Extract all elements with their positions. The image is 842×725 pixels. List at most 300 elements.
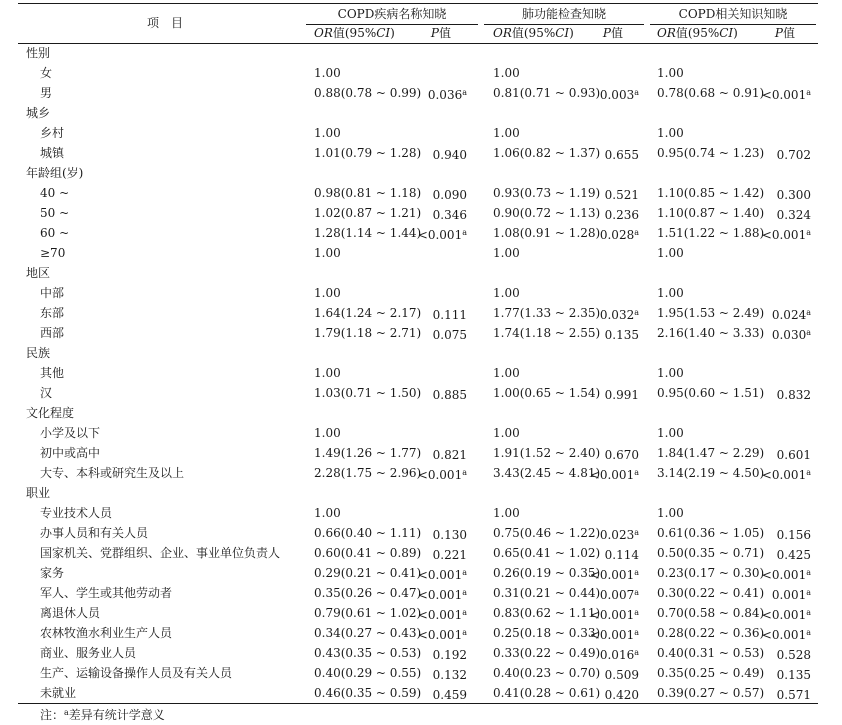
row-label: 商业、服务业人员 xyxy=(40,646,137,660)
p-value-cell xyxy=(777,663,811,683)
or-ci-value: 0.40(0.23 ~ 0.70) xyxy=(493,666,601,680)
ci-italic: CI xyxy=(555,26,570,40)
or-ci-value: 1.06(0.82 ~ 1.37) xyxy=(493,146,601,160)
p-value: 0.521 xyxy=(604,188,639,202)
or-ci-cell xyxy=(493,183,600,203)
row-label: 西部 xyxy=(40,326,65,340)
p-value-cell xyxy=(600,83,639,103)
p-value-cell xyxy=(600,523,639,543)
or-suffix: 值(95% xyxy=(511,26,556,40)
or-italic: OR xyxy=(314,26,333,40)
or-ci-value: 1.95(1.53 ~ 2.49) xyxy=(657,306,765,320)
or-ci-value: 1.91(1.52 ~ 2.40) xyxy=(493,446,601,460)
or-ci-cell xyxy=(314,183,421,203)
p-value-cell xyxy=(418,223,467,243)
row-label: 城镇 xyxy=(40,146,65,160)
or-ci-cell xyxy=(314,643,421,663)
significance-mark: a xyxy=(806,328,811,337)
p-value: 0.135 xyxy=(776,668,811,682)
row-label: 中部 xyxy=(40,286,65,300)
p-value: 0.003 xyxy=(599,88,635,102)
p-value: 0.236 xyxy=(604,208,639,222)
p-value: 0.324 xyxy=(776,208,811,222)
or-ci-value: 1.00 xyxy=(493,286,520,300)
significance-mark: a xyxy=(634,608,639,617)
or-ci-value: 1.10(0.85 ~ 1.42) xyxy=(657,186,765,200)
or-ci-cell xyxy=(657,683,764,703)
p-value: <0.001 xyxy=(761,628,807,642)
p-value-cell xyxy=(433,543,467,563)
significance-mark: a xyxy=(634,228,639,237)
significance-mark: a xyxy=(462,568,467,577)
p-value-cell xyxy=(762,623,811,643)
p-value-cell xyxy=(777,143,811,163)
or-ci-value: 1.00 xyxy=(314,286,341,300)
table-footnote xyxy=(40,704,165,722)
or-ci-value: 1.00 xyxy=(493,126,520,140)
or-ci-cell xyxy=(314,303,421,323)
p-value: 0.016 xyxy=(599,648,635,662)
p-value-cell xyxy=(777,443,811,463)
p-value-cell xyxy=(605,543,639,563)
row-label: 农林牧渔水利业生产人员 xyxy=(40,626,173,640)
row-label: 小学及以下 xyxy=(40,426,101,440)
or-ci-value: 3.14(2.19 ~ 4.50) xyxy=(657,466,765,480)
p-value: 0.528 xyxy=(776,648,811,662)
or-ci-cell xyxy=(314,123,341,143)
or-ci-cell xyxy=(493,443,600,463)
or-ci-value: 0.66(0.40 ~ 1.11) xyxy=(314,526,422,540)
or-ci-cell xyxy=(493,223,600,243)
p-italic: P xyxy=(602,26,611,40)
or-ci-value: 1.00 xyxy=(657,506,684,520)
row-label: 军人、学生或其他劳动者 xyxy=(40,586,173,600)
or-ci-cell xyxy=(314,443,421,463)
row-label: ≥70 xyxy=(40,246,66,260)
p-value: <0.001 xyxy=(761,468,807,482)
p-value-cell xyxy=(418,463,467,483)
or-ci-cell xyxy=(657,363,684,383)
or-ci-cell xyxy=(314,523,421,543)
p-value-cell xyxy=(418,563,467,583)
p-value: 0.885 xyxy=(432,388,467,402)
or-ci-cell xyxy=(314,203,421,223)
p-value: 0.028 xyxy=(599,228,635,242)
or-ci-cell xyxy=(314,603,421,623)
or-ci-value: 1.00(0.65 ~ 1.54) xyxy=(493,386,601,400)
significance-mark: a xyxy=(806,308,811,317)
p-value-cell xyxy=(428,83,467,103)
or-ci-value: 3.43(2.45 ~ 4.81) xyxy=(493,466,601,480)
or-ci-value: 0.31(0.21 ~ 0.44) xyxy=(493,586,601,600)
or-ci-value: 0.23(0.17 ~ 0.30) xyxy=(657,566,765,580)
or-ci-cell xyxy=(493,363,520,383)
significance-mark: a xyxy=(462,608,467,617)
or-ci-cell xyxy=(657,563,764,583)
or-ci-value: 1.64(1.24 ~ 2.17) xyxy=(314,306,422,320)
row-label: 50 ~ xyxy=(40,206,70,220)
ci-close: ) xyxy=(390,26,395,40)
or-ci-value: 0.83(0.62 ~ 1.11) xyxy=(493,606,601,620)
section-title: 地区 xyxy=(26,266,51,280)
row-label: 专业技术人员 xyxy=(40,506,113,520)
row-label: 60 ~ xyxy=(40,226,70,240)
or-ci-cell xyxy=(657,463,764,483)
significance-mark: a xyxy=(462,228,467,237)
row-label: 初中或高中 xyxy=(40,446,101,460)
significance-mark: a xyxy=(462,88,467,97)
p-value-cell xyxy=(418,603,467,623)
or-ci-value: 0.60(0.41 ~ 0.89) xyxy=(314,546,422,560)
significance-mark: a xyxy=(806,588,811,597)
or-ci-cell xyxy=(657,543,764,563)
or-ci-value: 1.00 xyxy=(314,66,341,80)
or-ci-value: 1.00 xyxy=(314,506,341,520)
row-label: 其他 xyxy=(40,366,65,380)
or-ci-value: 1.02(0.87 ~ 1.21) xyxy=(314,206,422,220)
p-value-cell xyxy=(605,323,639,343)
p-value-cell xyxy=(600,223,639,243)
p-value-cell xyxy=(777,203,811,223)
p-value-cell xyxy=(600,583,639,603)
p-value-cell xyxy=(600,643,639,663)
p-value-cell xyxy=(590,463,639,483)
p-value: <0.001 xyxy=(761,88,807,102)
p-value-cell xyxy=(605,183,639,203)
or-ci-value: 0.65(0.41 ~ 1.02) xyxy=(493,546,601,560)
or-ci-cell xyxy=(657,83,764,103)
p-value-cell xyxy=(777,683,811,703)
header-group-disease-name: COPD疾病名称知晓 xyxy=(337,7,447,21)
p-value: 0.655 xyxy=(604,148,639,162)
significance-mark: a xyxy=(806,88,811,97)
p-value-cell xyxy=(605,683,639,703)
p-value-cell xyxy=(418,583,467,603)
p-value-cell xyxy=(762,463,811,483)
or-ci-cell xyxy=(493,543,600,563)
ci-italic: CI xyxy=(719,26,734,40)
row-label: 男 xyxy=(40,86,53,100)
significance-mark: a xyxy=(634,308,639,317)
or-ci-cell xyxy=(657,143,764,163)
p-value: <0.001 xyxy=(761,568,807,582)
or-ci-value: 0.30(0.22 ~ 0.41) xyxy=(657,586,765,600)
p-value-cell xyxy=(762,83,811,103)
subheader-or-ci xyxy=(314,24,395,42)
or-ci-value: 1.00 xyxy=(314,126,341,140)
p-value: <0.001 xyxy=(589,628,635,642)
or-ci-cell xyxy=(314,463,421,483)
or-ci-cell xyxy=(657,323,764,343)
significance-mark: a xyxy=(634,528,639,537)
p-value: <0.001 xyxy=(761,228,807,242)
significance-mark: a xyxy=(806,608,811,617)
or-ci-cell xyxy=(657,663,764,683)
p-value: 0.940 xyxy=(432,148,467,162)
or-ci-cell xyxy=(314,243,341,263)
or-ci-value: 0.34(0.27 ~ 0.43) xyxy=(314,626,422,640)
p-value-cell xyxy=(605,203,639,223)
p-value-cell xyxy=(433,643,467,663)
significance-mark: a xyxy=(462,468,467,477)
or-ci-value: 1.79(1.18 ~ 2.71) xyxy=(314,326,422,340)
significance-mark: a xyxy=(634,648,639,657)
significance-mark: a xyxy=(806,568,811,577)
or-ci-value: 1.00 xyxy=(493,246,520,260)
or-ci-value: 1.00 xyxy=(314,246,341,260)
p-value: 0.130 xyxy=(432,528,467,542)
p-value-cell xyxy=(762,563,811,583)
p-value-cell xyxy=(600,303,639,323)
or-ci-cell xyxy=(657,63,684,83)
p-value: 0.991 xyxy=(604,388,639,402)
p-value-cell xyxy=(433,443,467,463)
or-ci-value: 0.46(0.35 ~ 0.59) xyxy=(314,686,422,700)
p-value: 0.023 xyxy=(599,528,635,542)
p-value: 0.001 xyxy=(771,588,807,602)
subheader-or-ci xyxy=(493,24,574,42)
significance-mark: a xyxy=(634,468,639,477)
or-ci-value: 1.00 xyxy=(493,426,520,440)
p-value-cell xyxy=(777,543,811,563)
or-ci-cell xyxy=(657,503,684,523)
table-top-rule xyxy=(18,3,818,4)
or-ci-cell xyxy=(314,563,421,583)
p-value: 0.192 xyxy=(432,648,467,662)
or-ci-cell xyxy=(493,143,600,163)
row-label: 乡村 xyxy=(40,126,65,140)
row-label: 未就业 xyxy=(40,686,77,700)
row-label: 东部 xyxy=(40,306,65,320)
section-title: 城乡 xyxy=(26,106,51,120)
p-value: 0.075 xyxy=(432,328,467,342)
section-title: 性别 xyxy=(26,46,51,60)
header-group-copd-knowledge: COPD相关知识知晓 xyxy=(678,7,788,21)
or-ci-value: 1.00 xyxy=(657,366,684,380)
p-value-cell xyxy=(433,663,467,683)
or-ci-cell xyxy=(657,623,764,643)
or-ci-cell xyxy=(493,203,600,223)
or-ci-value: 2.16(1.40 ~ 3.33) xyxy=(657,326,765,340)
p-value-cell xyxy=(433,683,467,703)
p-value-cell xyxy=(772,323,811,343)
or-ci-value: 0.70(0.58 ~ 0.84) xyxy=(657,606,765,620)
p-value: 0.135 xyxy=(604,328,639,342)
p-value-cell xyxy=(762,223,811,243)
or-ci-value: 1.77(1.33 ~ 2.35) xyxy=(493,306,601,320)
or-ci-cell xyxy=(314,323,421,343)
or-ci-value: 2.28(1.75 ~ 2.96) xyxy=(314,466,422,480)
or-ci-cell xyxy=(493,383,600,403)
or-ci-value: 1.74(1.18 ~ 2.55) xyxy=(493,326,601,340)
section-title: 年龄组(岁) xyxy=(26,166,84,180)
significance-mark: a xyxy=(634,588,639,597)
p-value-cell xyxy=(772,303,811,323)
or-ci-value: 0.25(0.18 ~ 0.33) xyxy=(493,626,601,640)
or-ci-value: 1.00 xyxy=(657,286,684,300)
or-ci-value: 1.51(1.22 ~ 1.88) xyxy=(657,226,765,240)
p-value: 0.156 xyxy=(776,528,811,542)
or-ci-cell xyxy=(493,563,600,583)
or-ci-cell xyxy=(657,423,684,443)
p-value-cell xyxy=(590,563,639,583)
p-value-cell xyxy=(433,203,467,223)
p-value: <0.001 xyxy=(761,608,807,622)
or-ci-value: 0.35(0.25 ~ 0.49) xyxy=(657,666,765,680)
p-italic: P xyxy=(430,26,439,40)
ci-close: ) xyxy=(733,26,738,40)
or-ci-value: 1.00 xyxy=(314,366,341,380)
or-ci-cell xyxy=(493,583,600,603)
p-value: <0.001 xyxy=(417,568,463,582)
row-label: 离退休人员 xyxy=(40,606,101,620)
p-value-cell xyxy=(433,143,467,163)
or-ci-cell xyxy=(314,143,421,163)
p-value-cell xyxy=(605,663,639,683)
or-ci-cell xyxy=(493,423,520,443)
header-group-lung-function: 肺功能检查知晓 xyxy=(521,7,606,21)
or-ci-cell xyxy=(493,243,520,263)
or-ci-cell xyxy=(657,223,764,243)
or-ci-cell xyxy=(314,683,421,703)
or-ci-cell xyxy=(657,303,764,323)
or-ci-cell xyxy=(314,223,421,243)
or-ci-value: 1.84(1.47 ~ 2.29) xyxy=(657,446,765,460)
significance-mark: a xyxy=(462,588,467,597)
p-value: 0.024 xyxy=(771,308,807,322)
p-value-cell xyxy=(590,623,639,643)
p-value: <0.001 xyxy=(417,228,463,242)
p-value-cell xyxy=(777,183,811,203)
or-ci-value: 0.90(0.72 ~ 1.13) xyxy=(493,206,601,220)
row-label: 汉 xyxy=(40,386,53,400)
p-value: <0.001 xyxy=(417,608,463,622)
or-ci-value: 0.40(0.31 ~ 0.53) xyxy=(657,646,765,660)
p-value: 0.571 xyxy=(776,688,811,702)
significance-mark: a xyxy=(634,568,639,577)
or-ci-cell xyxy=(493,643,600,663)
header-item-label: 项 目 xyxy=(146,16,183,30)
section-title: 民族 xyxy=(26,346,51,360)
p-italic: P xyxy=(774,26,783,40)
p-value: 0.420 xyxy=(604,688,639,702)
or-ci-cell xyxy=(493,463,600,483)
p-value: <0.001 xyxy=(589,608,635,622)
or-ci-value: 0.29(0.21 ~ 0.41) xyxy=(314,566,422,580)
significance-mark: a xyxy=(806,628,811,637)
p-suffix: 值 xyxy=(438,26,451,40)
or-ci-value: 1.00 xyxy=(314,426,341,440)
p-value-cell xyxy=(762,603,811,623)
p-value: 0.425 xyxy=(776,548,811,562)
p-value: <0.001 xyxy=(589,568,635,582)
row-label: 大专、本科或研究生及以上 xyxy=(40,466,185,480)
or-ci-cell xyxy=(314,543,421,563)
p-value-cell xyxy=(605,383,639,403)
p-value-cell xyxy=(433,303,467,323)
or-ci-cell xyxy=(493,283,520,303)
p-value-cell xyxy=(418,623,467,643)
p-value: 0.459 xyxy=(432,688,467,702)
or-ci-cell xyxy=(493,123,520,143)
header-bottom-rule xyxy=(18,43,818,44)
ci-close: ) xyxy=(569,26,574,40)
or-ci-value: 0.40(0.29 ~ 0.55) xyxy=(314,666,422,680)
or-ci-cell xyxy=(657,243,684,263)
or-ci-cell xyxy=(314,623,421,643)
or-ci-value: 0.35(0.26 ~ 0.47) xyxy=(314,586,422,600)
or-ci-value: 1.00 xyxy=(657,66,684,80)
or-ci-value: 0.95(0.74 ~ 1.23) xyxy=(657,146,765,160)
or-ci-value: 0.93(0.73 ~ 1.19) xyxy=(493,186,601,200)
or-ci-cell xyxy=(314,423,341,443)
row-label: 40 ~ xyxy=(40,186,70,200)
or-ci-value: 1.00 xyxy=(657,426,684,440)
significance-mark: a xyxy=(462,628,467,637)
p-value: 0.111 xyxy=(432,308,467,322)
or-ci-cell xyxy=(314,63,341,83)
or-ci-cell xyxy=(314,503,341,523)
row-label: 女 xyxy=(40,66,53,80)
significance-mark: a xyxy=(634,88,639,97)
or-ci-cell xyxy=(314,383,421,403)
p-value: 0.670 xyxy=(604,448,639,462)
p-value: 0.036 xyxy=(427,88,463,102)
or-suffix: 值(95% xyxy=(332,26,377,40)
or-ci-value: 0.79(0.61 ~ 1.02) xyxy=(314,606,422,620)
significance-mark: a xyxy=(634,628,639,637)
or-ci-cell xyxy=(493,303,600,323)
or-ci-cell xyxy=(657,643,764,663)
or-ci-cell xyxy=(657,603,764,623)
or-ci-cell xyxy=(493,323,600,343)
p-value-cell xyxy=(433,183,467,203)
or-ci-cell xyxy=(657,443,764,463)
p-value-cell xyxy=(605,143,639,163)
or-ci-value: 0.95(0.60 ~ 1.51) xyxy=(657,386,765,400)
or-ci-value: 1.00 xyxy=(657,126,684,140)
p-value: 0.030 xyxy=(771,328,807,342)
or-ci-value: 0.88(0.78 ~ 0.99) xyxy=(314,86,422,100)
or-ci-value: 0.41(0.28 ~ 0.61) xyxy=(493,686,601,700)
or-ci-cell xyxy=(314,583,421,603)
or-ci-value: 1.10(0.87 ~ 1.40) xyxy=(657,206,765,220)
or-ci-cell xyxy=(493,503,520,523)
footnote-text: 差异有统计学意义 xyxy=(68,708,165,722)
p-value-cell xyxy=(777,643,811,663)
or-ci-cell xyxy=(314,663,421,683)
or-ci-value: 0.26(0.19 ~ 0.35) xyxy=(493,566,601,580)
p-value: 0.702 xyxy=(776,148,811,162)
row-label: 生产、运输设备操作人员及有关人员 xyxy=(40,666,233,680)
p-value: 0.601 xyxy=(776,448,811,462)
p-value-cell xyxy=(777,383,811,403)
subheader-p-value xyxy=(775,24,795,42)
p-value: 0.032 xyxy=(599,308,635,322)
ci-italic: CI xyxy=(376,26,391,40)
p-value-cell xyxy=(605,443,639,463)
or-ci-cell xyxy=(657,203,764,223)
or-ci-value: 1.49(1.26 ~ 1.77) xyxy=(314,446,422,460)
or-ci-value: 0.61(0.36 ~ 1.05) xyxy=(657,526,765,540)
or-ci-value: 0.78(0.68 ~ 0.91) xyxy=(657,86,765,100)
or-ci-cell xyxy=(657,123,684,143)
or-ci-cell xyxy=(493,63,520,83)
subheader-p-value xyxy=(431,24,451,42)
p-value: 0.132 xyxy=(432,668,467,682)
p-value: 0.090 xyxy=(432,188,467,202)
or-italic: OR xyxy=(657,26,676,40)
